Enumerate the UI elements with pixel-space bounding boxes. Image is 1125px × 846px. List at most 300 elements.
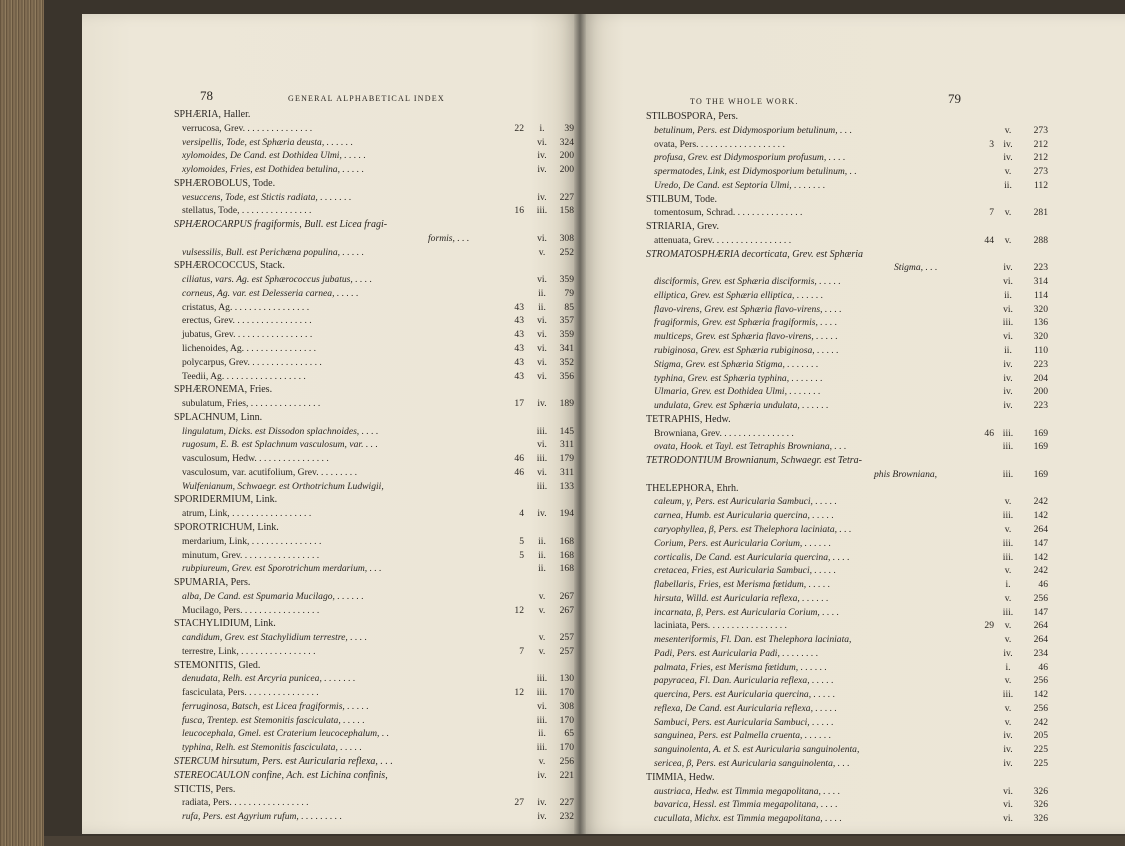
entry-text: typhina, Relh. est Stemonitis fasciculata, . . . . .	[182, 742, 362, 754]
volume-number: iii.	[1002, 468, 1014, 480]
entry-text: Uredo, De Cand. est Septoria Ulmi, . . . . . . .	[654, 179, 826, 191]
plate-number: 7	[989, 207, 994, 219]
index-entry	[646, 661, 1066, 675]
page-reference: 136	[1033, 317, 1048, 329]
plate-number: 22	[514, 122, 524, 134]
entry-text: rufa, Pers. est Agyrium rufum, . . . . . . . . .	[182, 811, 342, 823]
volume-number: iii.	[536, 687, 548, 699]
plate-number: 5	[519, 549, 524, 561]
book-gutter	[574, 14, 586, 834]
entry-text: ferruginosa, Batsch, est Licea fragiformis, . . . . .	[182, 700, 369, 712]
entry-text: cucullata, Michx. est Timmia megapolitana, . . . .	[654, 813, 842, 825]
volume-number: iii.	[1002, 606, 1014, 618]
index-entry	[174, 136, 574, 150]
page-reference: 168	[559, 535, 574, 547]
volume-number: vi.	[1003, 799, 1013, 811]
index-entry	[646, 495, 1066, 509]
index-entry	[646, 798, 1066, 812]
left-page	[82, 14, 580, 834]
index-entry	[646, 399, 1066, 413]
entry-text: STRIARIA, Grev.	[646, 221, 719, 233]
page-reference: 359	[559, 329, 574, 341]
entry-text: terrestre, Link, . . . . . . . . . . . . . . . .	[182, 645, 316, 657]
page-number: 79	[948, 91, 961, 106]
volume-number: iii.	[536, 742, 548, 754]
volume-number: vi.	[537, 439, 547, 451]
index-entry	[174, 452, 574, 466]
entry-text: sanguinolenta, A. et S. est Auricularia sanguinolenta,	[654, 744, 860, 756]
page-reference: 169	[1033, 468, 1048, 480]
index-entry	[646, 206, 1066, 220]
entry-text: Teedii, Ag. . . . . . . . . . . . . . . . . .	[182, 370, 306, 382]
volume-number: ii.	[538, 563, 546, 575]
volume-number: iii.	[536, 453, 548, 465]
entry-text: flabellaris, Fries, est Merisma fœtidum, . . . . .	[654, 579, 831, 591]
entry-text: caleum, γ, Pers. est Auricularia Sambuci, . . . . .	[654, 496, 837, 508]
page-reference: 189	[559, 398, 574, 410]
page-reference: 170	[559, 742, 574, 754]
volume-number: iii.	[1002, 537, 1014, 549]
index-entry	[646, 124, 1066, 138]
index-entry	[174, 796, 574, 810]
entry-text: ovata, Pers. . . . . . . . . . . . . . . . . . .	[654, 138, 785, 150]
genus-heading	[646, 248, 1066, 262]
volume-number: iii.	[536, 205, 548, 217]
genus-heading	[174, 493, 574, 507]
entry-text: corneus, Ag. var. est Delesseria carnea, . . . . .	[182, 287, 359, 299]
volume-number: v.	[1004, 124, 1012, 136]
genus-heading	[174, 108, 574, 122]
volume-number: v.	[538, 590, 546, 602]
index-entry	[174, 273, 574, 287]
index-entry	[646, 578, 1066, 592]
page-reference: 200	[559, 150, 574, 162]
index-entries	[646, 110, 1066, 826]
entry-text: ovata, Hook. et Tayl. est Tetraphis Browniana, . . .	[654, 441, 847, 453]
entry-text: Wulfenianum, Schwaegr. est Orthotrichum Ludwigii,	[182, 480, 384, 492]
entry-text: Stigma, . . .	[894, 262, 938, 274]
index-entry	[174, 562, 574, 576]
volume-number: v.	[538, 645, 546, 657]
index-entry	[646, 468, 1066, 482]
entry-text: Padi, Pers. est Auricularia Padi, . . . . . . . .	[654, 647, 819, 659]
index-entry	[174, 535, 574, 549]
plate-number: 12	[514, 604, 524, 616]
page-reference: 223	[1033, 358, 1048, 370]
index-entry	[174, 686, 574, 700]
index-entry	[646, 358, 1066, 372]
volume-number: ii.	[1004, 289, 1012, 301]
page-reference: 356	[559, 370, 574, 382]
volume-number: ii.	[1004, 179, 1012, 191]
index-entry	[646, 606, 1066, 620]
page-reference: 225	[1033, 757, 1048, 769]
index-entry	[646, 523, 1066, 537]
index-entry	[646, 729, 1066, 743]
entry-text: SPHÆROBOLUS, Tode.	[174, 177, 276, 189]
volume-number: v.	[538, 755, 546, 767]
index-entry	[646, 303, 1066, 317]
page-reference: 170	[559, 714, 574, 726]
page-reference: 324	[559, 136, 574, 148]
volume-number: iv.	[537, 164, 547, 176]
index-entry	[646, 702, 1066, 716]
index-entry	[174, 590, 574, 604]
index-entry	[174, 342, 574, 356]
page-reference: 273	[1033, 166, 1048, 178]
page-reference: 200	[1033, 386, 1048, 398]
genus-heading	[174, 411, 574, 425]
volume-number: vi.	[537, 370, 547, 382]
entry-text: merdarium, Link, . . . . . . . . . . . . . . .	[182, 535, 322, 547]
volume-number: v.	[1004, 702, 1012, 714]
entry-text: betulinum, Pers. est Didymosporium betulinum, . . .	[654, 124, 852, 136]
page-reference: 256	[559, 755, 574, 767]
volume-number: vi.	[1003, 276, 1013, 288]
plate-number: 7	[519, 645, 524, 657]
index-entry	[646, 509, 1066, 523]
index-entry	[646, 619, 1066, 633]
index-entry	[174, 204, 574, 218]
page-reference: 308	[559, 232, 574, 244]
entry-text: SPHÆRIA, Haller.	[174, 109, 251, 120]
entry-text: sericea, β, Pers. est Auricularia sanguinolenta, . . .	[654, 757, 850, 769]
genus-heading	[646, 413, 1066, 427]
page-reference: 147	[1033, 537, 1048, 549]
page-reference: 212	[1033, 138, 1048, 150]
entry-text: subulatum, Fries, . . . . . . . . . . . . . . .	[182, 398, 321, 410]
page-reference: 142	[1033, 510, 1048, 522]
plate-number: 43	[514, 343, 524, 355]
volume-number: iv.	[1003, 138, 1013, 150]
page-reference: 65	[564, 728, 574, 740]
page-reference: 267	[559, 604, 574, 616]
entry-text: papyracea, Fl. Dan. Auricularia reflexa, . . . . .	[654, 675, 834, 687]
entry-text: xylomoides, De Cand. est Dothidea Ulmi, . . . . .	[182, 150, 366, 162]
page-reference: 257	[559, 645, 574, 657]
index-entry	[646, 688, 1066, 702]
page-reference: 227	[559, 191, 574, 203]
entry-text: fusca, Trentep. est Stemonitis fasciculata, . . . . .	[182, 714, 365, 726]
entry-text: Ulmaria, Grev. est Dothidea Ulmi, . . . . . . .	[654, 386, 821, 398]
entry-text: STILBOSPORA, Pers.	[646, 111, 738, 122]
entry-text: Corium, Pers. est Auricularia Corium, . . . . . .	[654, 537, 832, 549]
page-reference: 252	[559, 246, 574, 258]
page-reference: 85	[564, 301, 574, 313]
entry-text: tomentosum, Schrad. . . . . . . . . . . . . . .	[654, 207, 803, 219]
volume-number: v.	[1004, 523, 1012, 535]
volume-number: v.	[1004, 592, 1012, 604]
entry-text: SPUMARIA, Pers.	[174, 577, 251, 589]
volume-number: v.	[1004, 166, 1012, 178]
index-entry	[174, 356, 574, 370]
entry-text: spermatodes, Link, est Didymosporium betulinum, . .	[654, 166, 857, 178]
volume-number: vi.	[537, 315, 547, 327]
genus-heading	[174, 576, 574, 590]
page-reference: 205	[1033, 730, 1048, 742]
entry-text: TETRODONTIUM Brownianum, Schwaegr. est Tetra-	[646, 455, 862, 467]
page-reference: 221	[559, 769, 574, 781]
volume-number: v.	[1004, 634, 1012, 646]
page-reference: 200	[559, 164, 574, 176]
volume-number: i.	[539, 122, 545, 134]
book-bottom-edge	[44, 836, 1125, 846]
entry-text: SPHÆRONEMA, Fries.	[174, 384, 273, 396]
index-entry	[646, 633, 1066, 647]
page-reference: 341	[559, 343, 574, 355]
index-entry	[174, 425, 574, 439]
entry-text: STILBUM, Tode.	[646, 193, 718, 205]
page-reference: 264	[1033, 634, 1048, 646]
index-entry	[174, 631, 574, 645]
index-entry	[174, 397, 574, 411]
page-reference: 158	[559, 205, 574, 217]
index-entry	[646, 151, 1066, 165]
entry-text: STACHYLIDIUM, Link.	[174, 618, 276, 630]
volume-number: vi.	[537, 274, 547, 286]
page-reference: 223	[1033, 262, 1048, 274]
volume-number: iii.	[536, 673, 548, 685]
volume-number: iv.	[537, 811, 547, 823]
page-reference: 267	[559, 590, 574, 602]
index-entry	[646, 261, 1066, 275]
entry-text: lichenoides, Ag. . . . . . . . . . . . . . . .	[182, 343, 317, 355]
index-entry	[174, 246, 574, 260]
entry-text: laciniata, Pers. . . . . . . . . . . . . . . . .	[654, 620, 787, 632]
page-reference: 234	[1033, 647, 1048, 659]
entry-text: flavo-virens, Grev. est Sphæria flavo-virens, . . . .	[654, 303, 842, 315]
entry-text: Stigma, Grev. est Sphæria Stigma, . . . . . . .	[654, 358, 819, 370]
page-reference: 308	[559, 700, 574, 712]
entry-text: corticalis, De Cand. est Auricularia quercina, . . . .	[654, 551, 850, 563]
page-reference: 133	[559, 480, 574, 492]
volume-number: ii.	[538, 287, 546, 299]
entry-text: caryophyllea, β, Pers. est Thelephora laciniata, . . .	[654, 523, 852, 535]
entry-text: denudata, Relh. est Arcyria punicea, . . . . . . .	[182, 673, 356, 685]
entry-text: attenuata, Grev. . . . . . . . . . . . . . . . .	[654, 234, 792, 246]
entry-text: stellatus, Tode, . . . . . . . . . . . . . . .	[182, 205, 312, 217]
index-entry	[174, 714, 574, 728]
volume-number: iii.	[1002, 427, 1014, 439]
volume-number: vi.	[1003, 785, 1013, 797]
plate-number: 3	[989, 138, 994, 150]
volume-number: iv.	[1003, 400, 1013, 412]
index-entry	[174, 700, 574, 714]
volume-number: iii.	[1002, 317, 1014, 329]
volume-number: ii.	[1004, 345, 1012, 357]
page-reference: 46	[1038, 579, 1048, 591]
page-reference: 257	[559, 632, 574, 644]
entry-text: formis, . . .	[428, 232, 470, 244]
page-reference: 326	[1033, 799, 1048, 811]
volume-number: iv.	[1003, 386, 1013, 398]
genus-heading	[174, 177, 574, 191]
index-entry	[174, 480, 574, 494]
page-reference: 256	[1033, 675, 1048, 687]
index-entry	[646, 564, 1066, 578]
page-reference: 179	[559, 453, 574, 465]
entry-text: elliptica, Grev. est Sphæria elliptica, . . . . . .	[654, 289, 824, 301]
page-reference: 288	[1033, 234, 1048, 246]
entry-text: phis Browniana,	[874, 468, 938, 480]
genus-heading	[646, 193, 1066, 207]
genus-heading	[646, 220, 1066, 234]
page-reference: 225	[1033, 744, 1048, 756]
entry-text: carnea, Humb. est Auricularia quercina, . . . . .	[654, 510, 834, 522]
page-reference: 168	[559, 563, 574, 575]
entry-text: TIMMIA, Hedw.	[646, 771, 715, 783]
page-reference: 273	[1033, 124, 1048, 136]
volume-number: ii.	[538, 728, 546, 740]
index-entry	[646, 757, 1066, 771]
entry-text: SPHÆROCOCCUS, Stack.	[174, 260, 285, 272]
entry-text: rubiginosa, Grev. est Sphæria rubiginosa, . . . . .	[654, 345, 839, 357]
volume-number: v.	[1004, 675, 1012, 687]
entry-text: STEMONITIS, Gled.	[174, 659, 261, 671]
volume-number: v.	[1004, 716, 1012, 728]
entry-text: reflexa, De Cand. est Auricularia reflexa, . . . . .	[654, 702, 837, 714]
volume-number: ii.	[538, 535, 546, 547]
volume-number: vi.	[537, 356, 547, 368]
plate-number: 27	[514, 797, 524, 809]
entry-text: SPORIDERMIUM, Link.	[174, 494, 278, 506]
volume-number: iv.	[537, 398, 547, 410]
entry-text: vesuccens, Tode, est Stictis radiata, . . . . . . .	[182, 191, 352, 203]
entry-text: STEREOCAULON confine, Ach. est Lichina confinis,	[174, 769, 388, 781]
entry-text: multiceps, Grev. est Sphæria flavo-virens, . . . . .	[654, 331, 838, 343]
page-reference: 212	[1033, 152, 1048, 164]
index-entry	[646, 372, 1066, 386]
index-entry	[174, 328, 574, 342]
page-reference: 357	[559, 315, 574, 327]
volume-number: vi.	[1003, 331, 1013, 343]
index-entry	[174, 301, 574, 315]
index-entry	[646, 138, 1066, 152]
plate-number: 29	[984, 620, 994, 632]
page-reference: 147	[1033, 606, 1048, 618]
genus-heading	[174, 259, 574, 273]
index-entry	[174, 645, 574, 659]
entry-text: Sambuci, Pers. est Auricularia Sambuci, . . . . .	[654, 716, 834, 728]
index-entry	[174, 149, 574, 163]
plate-number: 43	[514, 329, 524, 341]
index-entry	[646, 674, 1066, 688]
page-reference: 39	[564, 122, 574, 134]
plate-number: 43	[514, 370, 524, 382]
index-entry	[174, 549, 574, 563]
index-entry	[646, 289, 1066, 303]
index-entry	[646, 592, 1066, 606]
volume-number: v.	[538, 632, 546, 644]
entry-text: rugosum, E. B. est Splachnum vasculosum, var. . . .	[182, 439, 378, 451]
running-head: GENERAL ALPHABETICAL INDEX	[288, 94, 445, 103]
index-entry	[174, 122, 574, 136]
entry-text: fasciculata, Pers. . . . . . . . . . . . . . . .	[182, 687, 319, 699]
index-entry	[646, 330, 1066, 344]
entry-text: bavarica, Hessl. est Timmia megapolitana, . . . .	[654, 799, 838, 811]
book-page-edges	[0, 0, 44, 846]
index-entry	[174, 727, 574, 741]
page-reference: 264	[1033, 523, 1048, 535]
index-entry	[646, 647, 1066, 661]
volume-number: v.	[1004, 565, 1012, 577]
entry-text: profusa, Grev. est Didymosporium profusum, . . . .	[654, 152, 846, 164]
volume-number: iii.	[1002, 689, 1014, 701]
entry-text: vasculosum, var. acutifolium, Grev. . . . . . . . .	[182, 466, 357, 478]
page-reference: 311	[559, 466, 574, 478]
genus-heading	[646, 110, 1066, 124]
genus-heading	[174, 383, 574, 397]
entry-text: STICTIS, Pers.	[174, 783, 236, 795]
index-entry	[646, 316, 1066, 330]
genus-heading	[646, 454, 1066, 468]
page-reference: 242	[1033, 496, 1048, 508]
entry-text: STERCUM hirsutum, Pers. est Auricularia reflexa, . . .	[174, 755, 393, 767]
index-entry	[646, 344, 1066, 358]
page-reference: 326	[1033, 813, 1048, 825]
genus-heading	[174, 521, 574, 535]
index-entry	[174, 672, 574, 686]
entry-text: Browniana, Grev. . . . . . . . . . . . . . . .	[654, 427, 794, 439]
page-reference: 114	[1033, 289, 1048, 301]
index-entry	[174, 741, 574, 755]
entry-text: undulata, Grev. est Sphæria undulata, . . . . . .	[654, 400, 829, 412]
page-reference: 314	[1033, 276, 1048, 288]
page-number: 78	[200, 88, 213, 103]
page-reference: 320	[1033, 303, 1048, 315]
volume-number: iii.	[536, 714, 548, 726]
entry-text: vasculosum, Hedw. . . . . . . . . . . . . . . .	[182, 453, 329, 465]
plate-number: 4	[519, 508, 524, 520]
volume-number: vi.	[1003, 303, 1013, 315]
index-entry	[646, 551, 1066, 565]
page-reference: 227	[559, 797, 574, 809]
index-entry	[174, 191, 574, 205]
page-reference: 281	[1033, 207, 1048, 219]
page-reference: 352	[559, 356, 574, 368]
index-entry	[646, 234, 1066, 248]
page-reference: 264	[1033, 620, 1048, 632]
volume-number: iv.	[1003, 757, 1013, 769]
entry-text: verrucosa, Grev. . . . . . . . . . . . . . .	[182, 122, 313, 134]
volume-number: iv.	[537, 191, 547, 203]
page-reference: 326	[1033, 785, 1048, 797]
entry-text: SPHÆROCARPUS fragiformis, Bull. est Licea fragi-	[174, 219, 388, 231]
volume-number: iv.	[537, 508, 547, 520]
entry-text: xylomoides, Fries, est Dothidea betulina, . . . . .	[182, 164, 364, 176]
entry-text: lingulatum, Dicks. est Dissodon splachnoides, . . . .	[182, 425, 379, 437]
entry-text: erectus, Grev. . . . . . . . . . . . . . . . .	[182, 315, 312, 327]
index-entry	[174, 507, 574, 521]
page-reference: 242	[1033, 716, 1048, 728]
page-reference: 169	[1033, 441, 1048, 453]
index-entry	[174, 810, 574, 824]
volume-number: vi.	[537, 343, 547, 355]
index-entry	[646, 275, 1066, 289]
page-reference: 194	[559, 508, 574, 520]
volume-number: v.	[1004, 620, 1012, 632]
volume-number: iii.	[1002, 441, 1014, 453]
plate-number: 44	[984, 234, 994, 246]
page-reference: 130	[559, 673, 574, 685]
index-entries	[174, 108, 574, 824]
page-reference: 112	[1033, 179, 1048, 191]
volume-number: iv.	[1003, 647, 1013, 659]
running-head: TO THE WHOLE WORK.	[690, 97, 799, 106]
page-reference: 223	[1033, 400, 1048, 412]
page-reference: 168	[559, 549, 574, 561]
plate-number: 43	[514, 301, 524, 313]
